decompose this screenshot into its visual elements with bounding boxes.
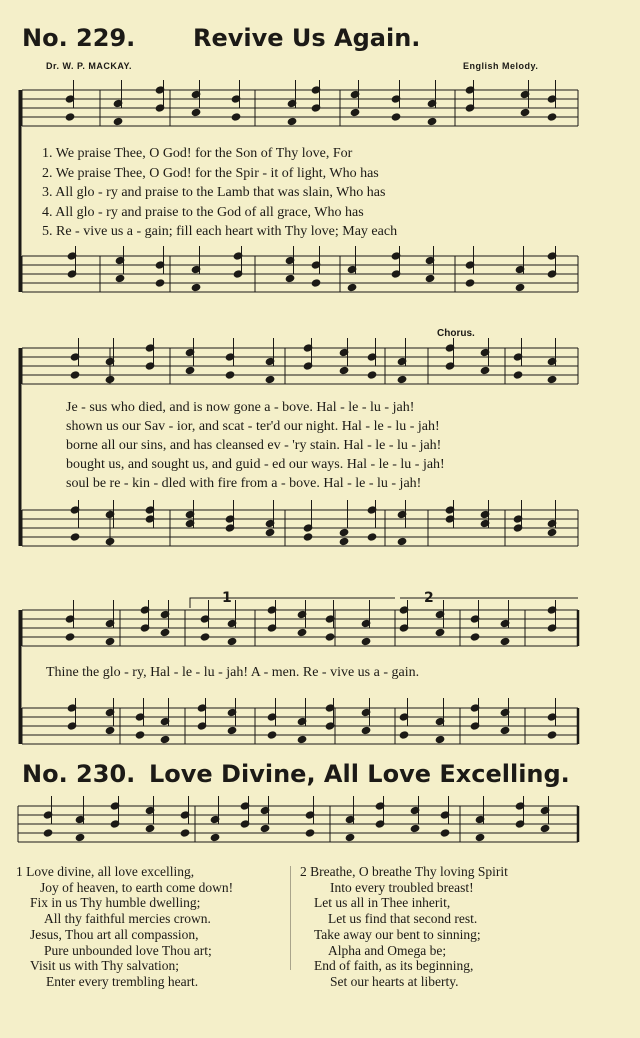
treble-note: [410, 824, 420, 832]
ending-1-number: 1: [222, 590, 232, 606]
treble-note: [225, 371, 235, 379]
treble-note: [440, 829, 450, 837]
treble-note: [105, 637, 115, 645]
treble-note: [500, 637, 510, 645]
bass-note: [303, 533, 313, 541]
verse-line: 2 Breathe, O breathe Thy loving Spirit: [300, 864, 508, 879]
lyric-line: 4. All glo - ry and praise to the God of all grace, Who has: [42, 204, 364, 220]
bass-note: [397, 537, 407, 545]
treble-note: [75, 833, 85, 841]
verse-line: Take away our bent to sinning;: [314, 926, 481, 942]
treble-note: [70, 371, 80, 379]
verse-line: Let us find that second rest.: [328, 911, 478, 927]
treble-note: [105, 375, 115, 383]
treble-note: [470, 633, 480, 641]
bass-note: [115, 274, 125, 282]
treble-note: [391, 113, 401, 121]
treble-note: [191, 108, 201, 116]
verse-line: Alpha and Omega be;: [328, 942, 447, 958]
verse-line: Fix in us Thy humble dwelling;: [30, 895, 201, 911]
lyric-line: 1. We praise Thee, O God! for the Son of Thy love, For: [42, 146, 353, 161]
treble-note: [367, 371, 377, 379]
verse-line: Set our hearts at liberty.: [330, 973, 459, 989]
bass-note: [155, 279, 165, 287]
bass-note: [547, 528, 557, 536]
treble-note: [513, 371, 523, 379]
ending-2-number: 2: [424, 590, 434, 606]
treble-note: [160, 628, 170, 636]
verse-line: Let us all in Thee inherit,: [314, 895, 451, 911]
verse-line: Joy of heaven, to earth come down!: [40, 879, 234, 895]
treble-note: [43, 829, 53, 837]
treble-note: [180, 829, 190, 837]
treble-note: [210, 833, 220, 841]
verse-line: Into every troubled breast!: [330, 879, 474, 895]
verse-line: All thy faithful mercies crown.: [44, 911, 211, 927]
treble-note: [397, 375, 407, 383]
bass-note: [339, 528, 349, 536]
bass-note: [425, 274, 435, 282]
treble-note: [287, 117, 297, 125]
bass-note: [227, 726, 237, 734]
treble-note: [185, 366, 195, 374]
treble-note: [520, 108, 530, 116]
bass-note: [465, 279, 475, 287]
treble-note: [350, 108, 360, 116]
hymn-229-composer: English Melody.: [463, 61, 539, 71]
chorus-label: Chorus.: [437, 328, 475, 339]
bass-note: [297, 735, 307, 743]
bass-note: [311, 279, 321, 287]
system-3-lyrics: Thine the glo - ry, Hal - le - lu - jah! A - men. Re - vive us a - gain.: [46, 665, 420, 680]
lyric-line: Je - sus who died, and is now gone a - bove. Hal - le - lu - jah!: [66, 400, 415, 415]
treble-note: [339, 366, 349, 374]
bass-note: [500, 726, 510, 734]
bass-note: [191, 283, 201, 291]
bass-note: [265, 528, 275, 536]
treble-note: [305, 829, 315, 837]
system-1-lyrics: [42, 146, 397, 244]
verse-2: [300, 864, 508, 990]
treble-note: [265, 375, 275, 383]
bass-note: [361, 726, 371, 734]
treble-note: [297, 628, 307, 636]
bass-note: [339, 537, 349, 545]
bass-note: [135, 731, 145, 739]
bass-note: [285, 274, 295, 282]
verse-1: [16, 864, 233, 990]
volta-1-bracket: [190, 598, 395, 608]
bass-note: [347, 283, 357, 291]
bass-note: [515, 283, 525, 291]
verse-line: Pure unbounded love Thou art;: [44, 942, 212, 958]
lyric-line: 5. Re - vive us a - gain; fill each heart with Thy love; May each: [42, 224, 398, 240]
bass-note: [367, 533, 377, 541]
treble-note: [113, 117, 123, 125]
lyric-line: 2. We praise Thee, O God! for the Spir - it of light, Who has: [42, 165, 379, 181]
treble-note: [547, 113, 557, 121]
lyric-line: bought us, and sought us, and guid - ed our ways. Hal - le - lu - jah!: [66, 457, 445, 472]
treble-note: [475, 833, 485, 841]
bass-note: [547, 731, 557, 739]
lyric-line: soul be re - kin - dled with fire from a - bove. Hal - le - lu - jah!: [66, 476, 422, 491]
verse-line: 1 Love divine, all love excelling,: [16, 864, 195, 879]
treble-note: [480, 366, 490, 374]
lyric-line: borne all our sins, and has cleansed ev - 'ry stain. Hal - le - lu - jah!: [66, 438, 442, 453]
lyric-line: shown us our Sav - ior, and scat - ter'd our night. Hal - le - lu - jah!: [66, 419, 440, 434]
treble-note: [227, 637, 237, 645]
treble-note: [361, 637, 371, 645]
hymn-230-title: Love Divine, All Love Excelling.: [149, 760, 570, 788]
treble-note: [540, 824, 550, 832]
treble-note: [325, 633, 335, 641]
hymn-229-author: Dr. W. P. MACKAY.: [46, 61, 133, 71]
treble-note: [435, 628, 445, 636]
treble-note: [145, 824, 155, 832]
treble-note: [427, 117, 437, 125]
treble-note: [345, 833, 355, 841]
verse-line: Visit us with Thy salvation;: [30, 958, 179, 974]
bass-note: [105, 726, 115, 734]
system-2-lyrics: [66, 400, 445, 495]
treble-note: [200, 633, 210, 641]
bass-note: [70, 533, 80, 541]
bass-note: [435, 735, 445, 743]
hymn-230-number: No. 230.: [22, 760, 136, 788]
bass-note: [160, 735, 170, 743]
lyric-line: 3. All glo - ry and praise to the Lamb that was slain, Who has: [42, 185, 386, 201]
hymn-229-number: No. 229.: [22, 24, 136, 52]
bass-note: [267, 731, 277, 739]
hymn-229-title: Revive Us Again.: [193, 24, 421, 52]
treble-note: [65, 113, 75, 121]
verse-line: Jesus, Thou art all compassion,: [30, 926, 199, 942]
bass-note: [399, 731, 409, 739]
treble-note: [547, 375, 557, 383]
treble-note: [65, 633, 75, 641]
treble-note: [231, 113, 241, 121]
verse-line: Enter every trembling heart.: [46, 973, 199, 989]
treble-note: [260, 824, 270, 832]
bass-note: [105, 537, 115, 545]
verse-line: End of faith, as its beginning,: [314, 958, 474, 974]
column-divider: [290, 866, 291, 970]
